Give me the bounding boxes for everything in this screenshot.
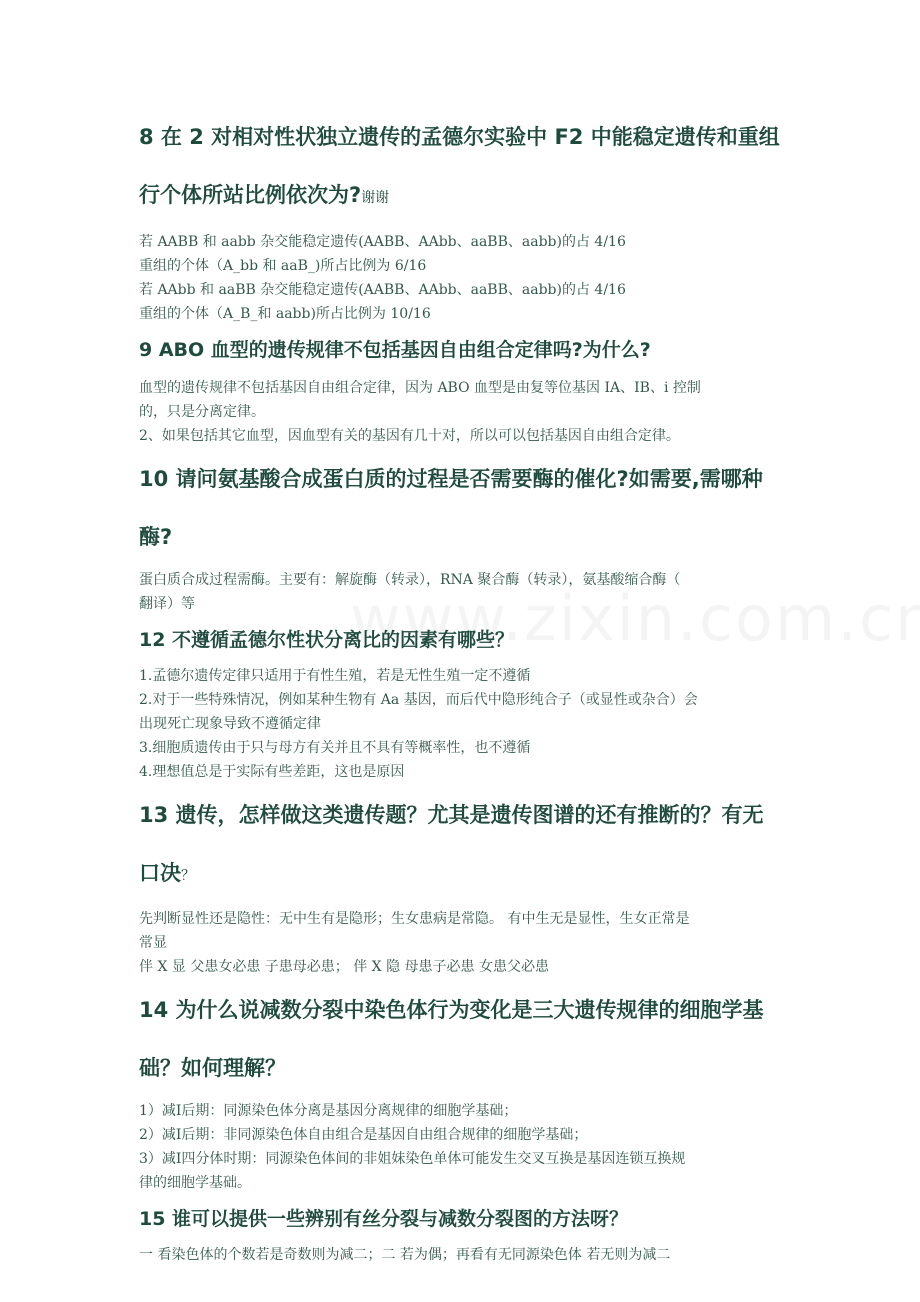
answer-14 <box>139 1099 789 1195</box>
answer-line: 若 AABB 和 aabb 杂交能稳定遗传(AABB、AAbb、aaBB、aabb)的占 4/16 <box>139 234 626 250</box>
qa-section-12 <box>139 620 789 784</box>
answer-line: 若 AAbb 和 aaBB 杂交能稳定遗传(AABB、AAbb、aaBB、aabb)的占 4/16 <box>139 282 626 298</box>
question-9 <box>139 330 789 370</box>
answer-12 <box>139 664 789 784</box>
answer-line: 一 看染色体的个数若是奇数则为减二；二 若为偶；再看有无同源染色体 若无则为减二 <box>139 1247 671 1263</box>
answer-line: 翻译）等 <box>139 596 195 612</box>
question-line: 行个体所站比例依次为? <box>139 183 362 207</box>
question-line: 8 在 2 对相对性状独立遗传的孟德尔实验中 F2 中能稳定遗传和重组 <box>139 125 780 149</box>
answer-10 <box>139 568 789 616</box>
answer-line: 4.理想值总是于实际有些差距，这也是原因 <box>139 764 405 780</box>
question-line: 14 为什么说减数分裂中染色体行为变化是三大遗传规律的细胞学基 <box>139 998 764 1022</box>
question-line: 酶? <box>139 525 173 549</box>
question-15 <box>139 1199 789 1239</box>
answer-line: 2.对于一些特殊情况，例如某种生物有 Aa 基因，而后代中隐形纯合子（或显性或杂合）会 <box>139 692 698 708</box>
qa-section-15 <box>139 1199 789 1267</box>
answer-line: 2）减Ⅰ后期：非同源染色体自由组合是基因自由组合规律的细胞学基础； <box>139 1127 588 1143</box>
question-14 <box>139 981 789 1097</box>
qa-section-13 <box>139 786 789 979</box>
answer-line: 律的细胞学基础。 <box>139 1175 251 1191</box>
answer-line: 蛋白质合成过程需酶。主要有：解旋酶（转录），RNA 聚合酶（转录），氨基酸缩合酶（ <box>139 572 681 588</box>
answer-9 <box>139 376 789 448</box>
question-line: 12 不遵循孟德尔性状分离比的因素有哪些？ <box>139 629 515 651</box>
answer-line: 1）减Ⅰ后期：同源染色体分离是基因分离规律的细胞学基础； <box>139 1103 518 1119</box>
answer-line: 伴 X 显 父患女必患 子患母必患； 伴 X 隐 母患子必患 女患父必患 <box>139 959 549 975</box>
question-line: 9 ABO 血型的遗传规律不包括基因自由组合定律吗?为什么? <box>139 339 651 361</box>
answer-line: 2、如果包括其它血型，因血型有关的基因有几十对，所以可以包括基因自由组合定律。 <box>139 428 680 444</box>
qa-section-9 <box>139 330 789 448</box>
answer-line: 的，只是分离定律。 <box>139 404 265 420</box>
qa-section-8 <box>139 108 789 326</box>
question-line: 础？如何理解？ <box>139 1056 286 1080</box>
answer-line: 3.细胞质遗传由于只与母方有关并且不具有等概率性，也不遵循 <box>139 740 531 756</box>
question-10 <box>139 450 789 566</box>
answer-8 <box>139 230 789 326</box>
answer-line: 先判断显性还是隐性：无中生有是隐形；生女患病是常隐。 有中生无是显性，生女正常是 <box>139 911 690 927</box>
question-12 <box>139 620 789 660</box>
answer-line: 1.孟德尔遗传定律只适用于有性生殖，若是无性生殖一定不遵循 <box>139 668 531 684</box>
question-line: 13 遗传，怎样做这类遗传题？尤其是遗传图谱的还有推断的？有无 <box>139 803 764 827</box>
document-body <box>139 0 789 1267</box>
answer-line: 出现死亡现象导致不遵循定律 <box>139 716 321 732</box>
qa-section-14 <box>139 981 789 1195</box>
qa-section-10 <box>139 450 789 616</box>
answer-13 <box>139 907 789 979</box>
answer-line: 重组的个体（A_B_和 aabb)所占比例为 10/16 <box>139 306 431 322</box>
answer-line: 常显 <box>139 935 167 951</box>
question-tail: 谢谢 <box>361 190 390 206</box>
answer-line: 血型的遗传规律不包括基因自由组合定律，因为 ABO 血型是由复等位基因 IA、IB、i 控制 <box>139 380 701 396</box>
question-13 <box>139 786 789 905</box>
answer-15 <box>139 1243 789 1267</box>
question-line: 10 请问氨基酸合成蛋白质的过程是否需要酶的催化?如需要,需哪种 <box>139 467 763 491</box>
answer-line: 3）减Ⅰ四分体时期：同源染色体间的非姐妹染色单体可能发生交叉互换是基因连锁互换规 <box>139 1151 686 1167</box>
question-tail: ？ <box>181 868 195 884</box>
question-line: 15 谁可以提供一些辨别有丝分裂与减数分裂图的方法呀？ <box>139 1208 629 1230</box>
question-8 <box>139 108 789 227</box>
question-line: 口决 <box>139 861 181 885</box>
answer-line: 重组的个体（A_bb 和 aaB_)所占比例为 6/16 <box>139 258 427 274</box>
